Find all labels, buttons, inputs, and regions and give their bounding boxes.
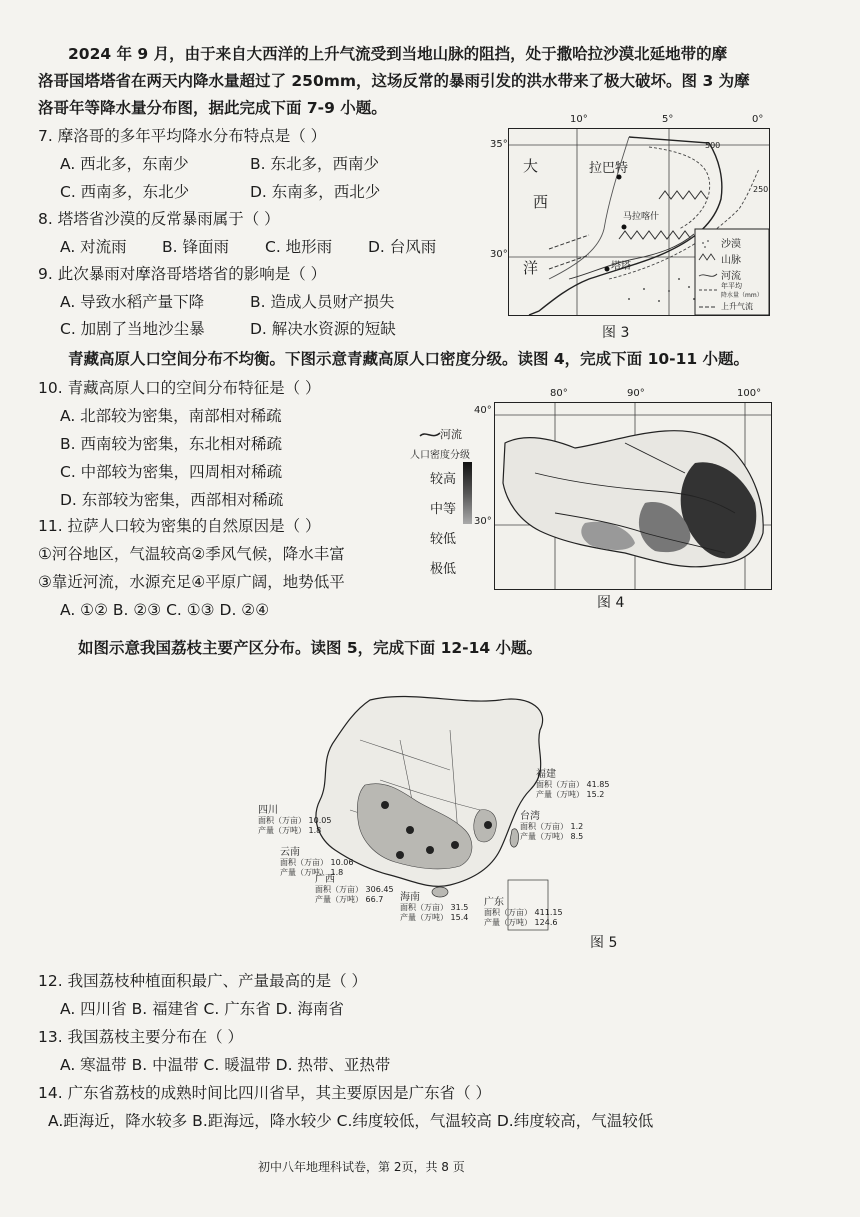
question-9-option-a: A. 导致水稻产量下降 <box>60 293 205 311</box>
fig4-legend-level: 较低 <box>430 532 457 547</box>
question-13-stem: 13. 我国荔枝主要分布在（ ） <box>38 1028 244 1046</box>
fig4-lon-label: 100° <box>737 388 762 399</box>
intro-paragraph-3: 如图示意我国荔枝主要产区分布。读图 5，完成下面 12-14 小题。 <box>78 639 543 657</box>
area-label: 面积（万亩） <box>315 885 363 894</box>
question-7-option-d: D. 东南多，西北少 <box>250 183 381 201</box>
fig4-map <box>494 402 772 590</box>
question-14-options: A.距海近，降水较多 B.距海远，降水较少 C.纬度较低，气温较高 D.纬度较高，气温较低 <box>48 1112 654 1130</box>
yield-value: 66.7 <box>365 895 384 904</box>
yield-label: 产量（万吨） <box>258 826 306 835</box>
area-value: 31.5 <box>450 903 469 912</box>
page-footer: 初中八年地理科试卷，第 2页，共 8 页 <box>258 1160 465 1174</box>
question-10-stem: 10. 青藏高原人口的空间分布特征是（ ） <box>38 379 321 397</box>
fig5-province-hainan <box>400 893 468 923</box>
yield-value: 124.6 <box>534 918 558 927</box>
yield-label: 产量（万吨） <box>280 868 328 877</box>
fig4-lon-label: 90° <box>627 388 645 399</box>
fig3-isoline-label: 250 <box>753 185 769 194</box>
question-7-option-b: B. 东北多，西南少 <box>250 155 379 173</box>
intro-paragraph-line: 2024 年 9 月，由于来自大西洋的上升气流受到当地山脉的阻挡，处于撒哈拉沙漠北延地带的摩 <box>68 45 728 63</box>
province-name: 福建 <box>536 769 556 780</box>
fig3-legend-precip-unit: 降水量（mm） <box>721 292 763 299</box>
fig3-lat-label: 30° <box>490 249 508 260</box>
area-value: 1.2 <box>570 822 584 831</box>
area-label: 面积（万亩） <box>484 908 532 917</box>
province-name: 云南 <box>280 847 300 858</box>
fig5-province-taiwan <box>520 812 583 842</box>
question-8-option-a: A. 对流雨 <box>60 238 127 256</box>
yield-label: 产量（万吨） <box>315 895 363 904</box>
yield-value: 8.5 <box>570 832 584 841</box>
yield-label: 产量（万吨） <box>400 913 448 922</box>
fig3-legend-desert: 沙漠 <box>721 239 741 250</box>
intro-paragraph-2: 青藏高原人口空间分布不均衡。下图示意青藏高原人口密度分级。读图 4，完成下面 10-11 小题。 <box>68 350 750 368</box>
yield-value: 15.2 <box>586 790 605 799</box>
fig3-ocean-label: 西 <box>533 193 549 211</box>
yield-label: 产量（万吨） <box>484 918 532 927</box>
question-10-option-d: D. 东部较为密集，西部相对稀疏 <box>60 491 284 509</box>
fig5-province-sichuan <box>258 806 331 836</box>
fig3-legend-river: 河流 <box>721 271 741 282</box>
area-label: 面积（万亩） <box>280 858 328 867</box>
area-value: 10.06 <box>330 858 354 867</box>
fig4-legend-level: 极低 <box>430 562 457 577</box>
fig3-city-rabat: 拉巴特 <box>589 161 629 176</box>
question-12-options: A. 四川省 B. 福建省 C. 广东省 D. 海南省 <box>60 1000 344 1018</box>
question-8-stem: 8. 塔塔省沙漠的反常暴雨属于（ ） <box>38 210 280 228</box>
province-name: 广东 <box>484 897 504 908</box>
question-11-stem: 11. 拉萨人口较为密集的自然原因是（ ） <box>38 517 321 535</box>
fig5-caption: 图 5 <box>590 935 618 951</box>
area-value: 306.45 <box>365 885 394 894</box>
question-7-stem: 7. 摩洛哥的多年平均降水分布特点是（ ） <box>38 127 327 145</box>
fig3-lon-label: 0° <box>752 114 764 125</box>
question-10-option-b: B. 西南较为密集，东北相对稀疏 <box>60 435 282 453</box>
question-10-option-a: A. 北部较为密集，南部相对稀疏 <box>60 407 282 425</box>
fig3-lon-label: 5° <box>662 114 674 125</box>
fig4-caption: 图 4 <box>597 595 625 611</box>
fig3-lat-label: 35° <box>490 139 508 150</box>
fig3-city-marrakesh: 马拉喀什 <box>623 212 660 222</box>
yield-label: 产量（万吨） <box>520 832 568 841</box>
question-8-option-c: C. 地形雨 <box>265 238 333 256</box>
question-8-option-d: D. 台风雨 <box>368 238 437 256</box>
yield-label: 产量（万吨） <box>536 790 584 799</box>
question-11-statement-line: ①河谷地区，气温较高②季风气候，降水丰富 <box>38 545 345 563</box>
yield-value: 1.8 <box>308 826 322 835</box>
area-value: 41.85 <box>586 780 610 789</box>
yield-value: 1.8 <box>330 868 344 877</box>
fig3-legend-mountain: 山脉 <box>721 255 741 266</box>
question-10-option-c: C. 中部较为密集，四周相对稀疏 <box>60 463 283 481</box>
fig4-lat-label: 40° <box>474 405 492 416</box>
fig4-map-drawing <box>495 403 771 589</box>
question-11-options: A. ①② B. ②③ C. ①③ D. ②④ <box>60 601 270 619</box>
fig3-legend-precip: 年平均 <box>721 282 742 290</box>
question-13-options: A. 寒温带 B. 中温带 C. 暖温带 D. 热带、亚热带 <box>60 1056 391 1074</box>
question-7-option-a: A. 西北多，东南少 <box>60 155 189 173</box>
province-name: 四川 <box>258 805 278 816</box>
area-value: 10.05 <box>308 816 332 825</box>
fig3-legend-updraft: 上升气流 <box>721 302 753 311</box>
province-name: 广西 <box>315 874 335 885</box>
fig4-legend-scale <box>463 462 472 524</box>
province-name: 台湾 <box>520 811 540 822</box>
area-value: 411.15 <box>534 908 563 917</box>
area-label: 面积（万亩） <box>520 822 568 831</box>
area-label: 面积（万亩） <box>536 780 584 789</box>
fig3-city-tata: 塔塔 <box>611 261 631 272</box>
intro-paragraph-line: 洛哥国塔塔省在两天内降水量超过了 250mm，这场反常的暴雨引发的洪水带来了极大破坏。图 3 为摩 <box>38 72 750 90</box>
fig5-province-guangdong <box>484 898 563 928</box>
question-12-stem: 12. 我国荔枝种植面积最广、产量最高的是（ ） <box>38 972 368 990</box>
fig4-lon-label: 80° <box>550 388 568 399</box>
fig3-ocean-label: 洋 <box>523 259 539 277</box>
fig4-legend-level: 较高 <box>430 472 457 487</box>
question-14-stem: 14. 广东省荔枝的成熟时间比四川省早，其主要原因是广东省（ ） <box>38 1084 492 1102</box>
province-name: 海南 <box>400 892 420 903</box>
fig5-province-guangxi <box>315 875 394 905</box>
question-9-option-c: C. 加剧了当地沙尘暴 <box>60 320 205 338</box>
question-7-option-c: C. 西南多，东北少 <box>60 183 190 201</box>
fig3-ocean-label: 大 <box>523 157 539 175</box>
area-label: 面积（万亩） <box>400 903 448 912</box>
fig3-caption: 图 3 <box>602 325 630 341</box>
question-11-statement-line: ③靠近河流，水源充足④平原广阔，地势低平 <box>38 573 345 591</box>
fig3-isoline-label: 500 <box>705 141 721 150</box>
question-8-option-b: B. 锋面雨 <box>162 238 229 256</box>
fig4-legend-title: 人口密度分级 <box>410 450 470 461</box>
question-9-option-d: D. 解决水资源的短缺 <box>250 320 396 338</box>
fig4-lat-label: 30° <box>474 516 492 527</box>
question-9-stem: 9. 此次暴雨对摩洛哥塔塔省的影响是（ ） <box>38 265 327 283</box>
question-9-option-b: B. 造成人员财产损失 <box>250 293 395 311</box>
fig3-map <box>508 128 770 316</box>
fig3-lon-label: 10° <box>570 114 588 125</box>
yield-value: 15.4 <box>450 913 469 922</box>
fig4-legend-level: 中等 <box>430 502 457 517</box>
fig4-legend-river: 河流 <box>440 428 462 441</box>
intro-paragraph-line: 洛哥年等降水量分布图，据此完成下面 7-9 小题。 <box>38 99 387 117</box>
fig5-province-fujian <box>536 770 609 800</box>
area-label: 面积（万亩） <box>258 816 306 825</box>
